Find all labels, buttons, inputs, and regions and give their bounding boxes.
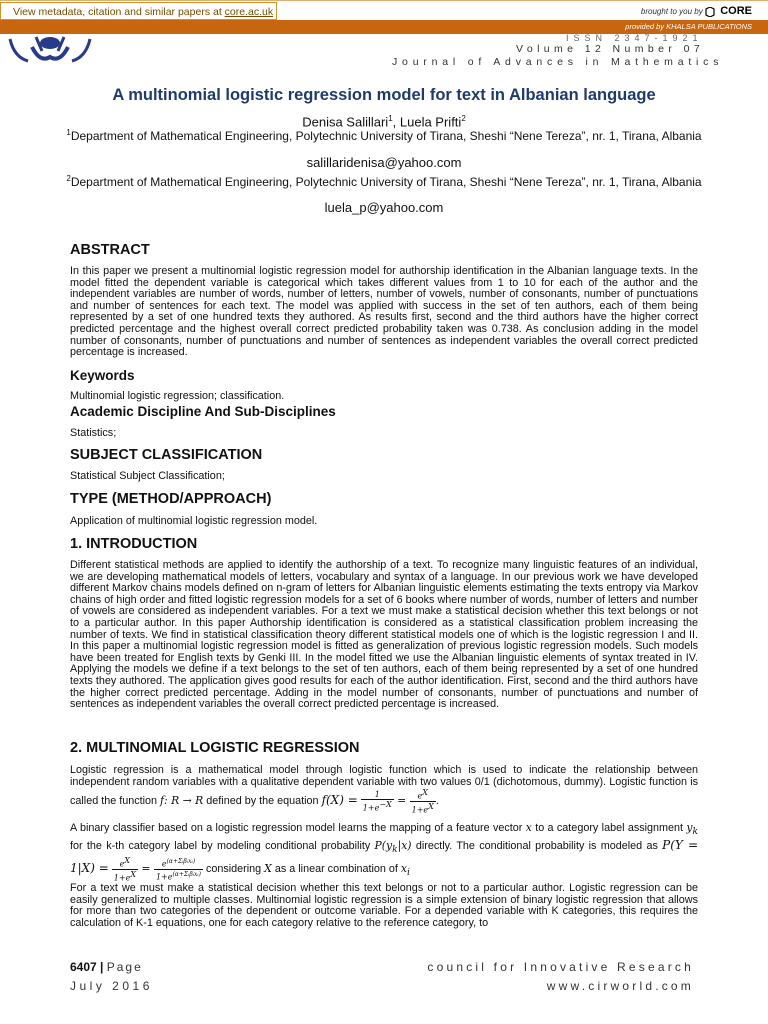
mlr-p2-eq2: =	[138, 862, 154, 876]
discipline-text: Statistics;	[70, 427, 117, 439]
subject-heading: SUBJECT CLASSIFICATION	[70, 447, 263, 463]
mlr-p1-function: f: R → R	[160, 794, 204, 808]
frac2-den	[410, 802, 436, 815]
affiliation-1-text: Department of Mathematical Engineering, Polytechnic University of Tirana, Sheshi “Nene Tereza”, nr. 1, Tirana, Albania	[70, 129, 702, 143]
discipline-heading: Academic Discipline And Sub-Disciplines	[70, 404, 336, 419]
affiliation-1-sup: 1	[66, 128, 71, 137]
author-1: Denisa Salillari	[302, 114, 389, 130]
frac2-den-base: 1+e	[411, 805, 429, 815]
core-brought-text: brought to you by	[640, 7, 703, 16]
journal-volume: Volume 12 Number 07	[516, 43, 705, 55]
journal-logo-icon	[6, 35, 94, 65]
p2frac1-den-base: 1+e	[113, 873, 131, 883]
mlr-p2-fraction-2	[154, 857, 203, 881]
p2frac1-num	[112, 856, 138, 870]
frac1-den-sup: −X	[379, 800, 392, 810]
p2frac2-den-base: 1+e	[155, 872, 173, 882]
core-brand: CORE	[720, 5, 752, 17]
p2frac2-den	[154, 870, 203, 882]
affiliation-2-text: Department of Mathematical Engineering, Polytechnic University of Tirana, Sheshi “Nene Tereza”, nr. 1, Tirana, Albania	[70, 175, 702, 189]
mlr-p2-text-d: directly. The conditional probability is modeled as	[411, 839, 663, 852]
author-separator: ,	[392, 114, 400, 130]
frac1-den-base: 1+e	[362, 803, 380, 813]
mlr-paragraph-1	[70, 764, 698, 815]
frac2-den-sup: X	[428, 802, 434, 812]
footer-council: council for Innovative Research	[427, 960, 694, 974]
mlr-p1-text-a: Logistic regression is a mathematical model through logistic function which is used to indicate the relationship between independent random variables with a qualitative dependent variable with two values 0/1 (dichotomous, dummy). Logistic function is called the function	[70, 764, 698, 808]
mlr-p2-equation: P(Y = 1|X) =	[70, 837, 698, 876]
mlr-p1-end: .	[435, 795, 439, 808]
mlr-p2-yk	[686, 821, 698, 838]
footer-page-number: 6407	[70, 960, 97, 974]
footer-page-word: Page	[106, 960, 143, 974]
author-1-sup: 1	[388, 114, 393, 123]
author-2: Luela Prifti	[399, 114, 462, 130]
mlr-p2-xi	[400, 862, 410, 879]
keywords-heading: Keywords	[70, 368, 135, 383]
core-metadata-box[interactable]	[0, 2, 277, 20]
p2frac1-num-sup: X	[124, 856, 131, 866]
p2frac1-den-sup: X	[130, 869, 137, 879]
core-link-prefix: View metadata, citation and similar papers at	[13, 6, 225, 18]
email-2[interactable]: luela_p@yahoo.com	[324, 200, 444, 215]
affiliation-2-sup: 2	[66, 174, 71, 183]
mlr-p2-text-e: considering	[202, 863, 265, 876]
mlr-p2-text-c: for the k-th category label by modeling conditional probability	[70, 839, 375, 852]
mlr-p2-text-f: as a linear combination of	[271, 863, 401, 876]
affiliation-1	[60, 126, 708, 143]
journal-issn: ISSN 2347-1921	[566, 33, 703, 43]
core-link[interactable]: core.ac.uk	[224, 6, 274, 18]
mlr-p1-fraction-1	[361, 790, 394, 813]
mlr-heading: 2. MULTINOMIAL LOGISTIC REGRESSION	[70, 740, 360, 756]
mlr-paragraph-2	[70, 822, 698, 882]
prob-end: |x)	[397, 838, 412, 852]
frac1-den	[361, 800, 394, 813]
core-brought-by[interactable]	[641, 5, 752, 17]
frac2-num	[410, 788, 436, 802]
p2frac2-num	[154, 857, 203, 870]
mlr-p2-fraction-1	[112, 856, 138, 882]
xi-base: x	[400, 862, 407, 876]
abstract-heading: ABSTRACT	[70, 242, 150, 258]
keywords-text: Multinomial logistic regression; classification.	[70, 390, 285, 402]
yk-sub: k	[692, 827, 698, 838]
core-logo-icon	[705, 7, 715, 17]
mlr-paragraph-3: For a text we must make a statistical decision whether this text belongs or not to a particular author. Logistic regression can be easily generalized to multiple classes. Multinomial logistic regression is a simple extension of binary logistic regression that allows for more than two categories of the dependent or outcome variable. For a depended variable with K categories, this requires the calculation of K-1 equations, one for each category relative to the reference category, to	[70, 882, 698, 929]
mlr-p2-x: x	[525, 821, 532, 834]
p2frac2-num-base: e	[161, 859, 167, 869]
type-text: Application of multinomial logistic regression model.	[70, 515, 318, 527]
frac1-num: 1	[361, 790, 394, 800]
mlr-p2-text-b: to a category label assignment	[531, 822, 687, 834]
p2frac1-num-base: e	[119, 859, 125, 869]
type-heading: TYPE (METHOD/APPROACH)	[70, 491, 272, 507]
mlr-p1-eq2: =	[393, 794, 410, 808]
footer-page-sep: |	[96, 960, 107, 974]
mlr-p2-X: X	[264, 862, 272, 876]
prob-base: P(y	[374, 838, 393, 852]
mlr-p1-equation: f(X) =	[321, 793, 358, 808]
p2frac2-den-sup: (α+Σᵢβᵢxᵢ)	[172, 870, 201, 878]
mlr-p1-text-b: defined by the equation	[203, 795, 322, 808]
paper-title: A multinomial logistic regression model for text in Albanian language	[112, 86, 656, 104]
xi-sub: i	[407, 868, 410, 879]
author-2-sup: 2	[461, 114, 466, 123]
introduction-text: Different statistical methods are applied to identify the authorship of a text. To recognize many linguistic features of an individual, we are developing mathematical models of letters, vocabulary and syntax of a language. In our previous work we have developed different Markov chains models defined on n-gram of letters for Albanian linguistic elements estimating the texts entropy via Markov chains of high order and fitted logistic regression models for a set of 6 books where number of words, number of letters and number of vowels are considered as independent variables. For a text we must make a statistical decision whether this text belongs or not to a particular author. In this paper Authorship identification is considered as a statistical classification problem increasing the number of texts. We find in statistical classification theory different statistical models one of which is the logistic regression I and II. In this paper a multinomial logistic regression model is fitted as generalization of previous logistic regression models. Such models have been treated for English texts by Genki III. In the model fitted we use the Albanian linguistic elements of syntax treated in IV. Applying the models we define if a text belongs to the set of ten authors, each of them being represented by a set of one hundred texts they authored. The application gives good results for each of the author identification. First, second and the third authors have the higher correct predicted percentage. Adding in the model number of consonants, number of punctuations and number of sentences as independent variables the overall correct predicted percentage is increased.	[70, 559, 698, 711]
email-1[interactable]: salillaridenisa@yahoo.com	[306, 155, 462, 170]
frac2-num-sup: X	[422, 788, 428, 798]
mlr-p2-prob	[374, 838, 412, 855]
abstract-text: In this paper we present a multinomial logistic regression model for authorship identification in the Albanian language texts. In the model fitted the dependent variable is categorical which takes different values from 1 to 10 for each of the author and the independent variables are number of words, number of letters, number of vowels, number of consonants, number of punctuations and number of sentences for each text. The model was applied with success in the set of ten authors, each of them being represented by a set of one hundred texts they authored. As results first, second and the third authors have the higher correct predicted percentage and the highest overall correct predicted probability taken was 0.738. As conclusion adding in the model number of consonants, number of punctuations and number of sentences as independent variables the overall correct predicted percentage is increased.	[70, 265, 698, 359]
mlr-p2-text-a: A binary classifier based on a logistic regression model learns the mapping of a feature vector	[70, 822, 526, 834]
p2frac2-num-sup: (α+Σᵢβᵢxᵢ)	[166, 858, 196, 866]
footer-page	[70, 960, 143, 974]
yk-base: y	[686, 821, 693, 834]
affiliation-2	[60, 172, 708, 189]
core-banner	[0, 0, 768, 21]
subject-text: Statistical Subject Classification;	[70, 470, 225, 482]
frac2-num-base: e	[417, 792, 423, 802]
footer-date: July 2016	[70, 979, 153, 993]
prob-sub: k	[392, 844, 398, 855]
introduction-heading: 1. INTRODUCTION	[70, 536, 198, 552]
footer-site[interactable]: www.cirworld.com	[546, 979, 694, 993]
p2frac1-den	[112, 870, 138, 883]
core-provider-text[interactable]: provided by KHALSA PUBLICATIONS	[625, 22, 752, 31]
journal-name: Journal of Advances in Mathematics	[392, 56, 724, 68]
mlr-p1-fraction-2	[410, 788, 436, 814]
